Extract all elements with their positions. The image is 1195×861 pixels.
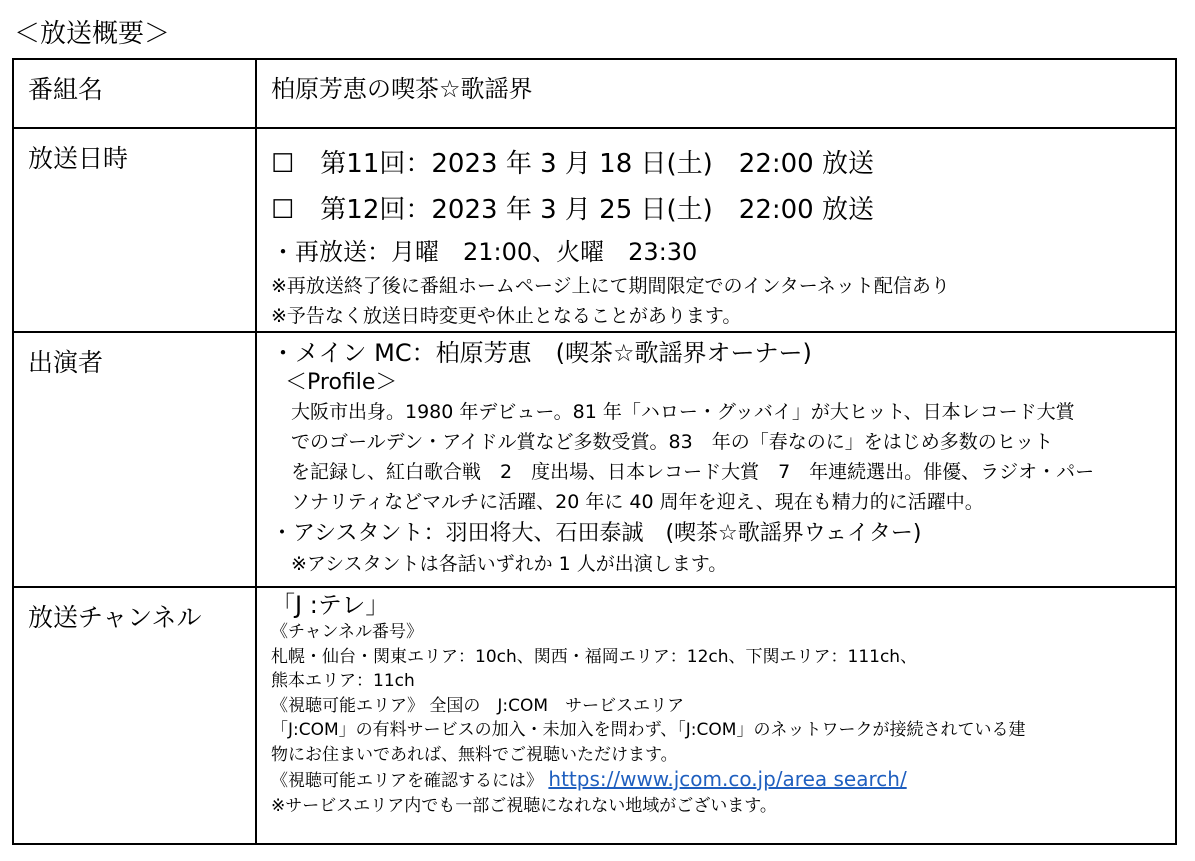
channel-number-heading: 《チャンネル番号》 bbox=[271, 622, 423, 642]
main-mc: ・メイン MC：柏原芳恵 (喫茶☆歌謡界オーナー) bbox=[271, 339, 812, 367]
channel-number-line: 熊本エリア：11ch bbox=[271, 671, 415, 691]
value-cell bbox=[256, 587, 1176, 844]
final-note: ※サービスエリア内でも一部ご視聴になれない地域がございます。 bbox=[271, 795, 777, 816]
row-schedule bbox=[13, 128, 1176, 332]
area-description: 「J:COM」の有料サービスの加入・未加入を問わず、「J:COM」のネットワークが接続されている建 bbox=[271, 720, 1026, 740]
area-check bbox=[271, 767, 1169, 794]
episode-12: ☐ 第12回：2023 年 3 月 25 日(土) 22:00 放送 bbox=[271, 195, 874, 225]
broadcast-info-table bbox=[12, 58, 1177, 845]
profile-line: ソナリティなどマルチに活躍、20 年に 40 周年を迎え、現在も精力的に活躍中。 bbox=[291, 491, 984, 513]
assistants: ・アシスタント：羽田将大、石田泰誠 (喫茶☆歌謡界ウェイター) bbox=[271, 521, 922, 546]
rebroadcast-times: ・再放送：月曜 21:00、火曜 23:30 bbox=[271, 238, 698, 266]
row-label: 番組名 bbox=[28, 75, 104, 104]
value-cell bbox=[256, 59, 1176, 128]
value-cell bbox=[256, 128, 1176, 332]
row-label: 放送日時 bbox=[28, 144, 129, 173]
profile-text bbox=[271, 397, 1169, 517]
profile-line: を記録し、紅白歌合戦 2 度出場、日本レコード大賞 7 年連続選出。俳優、ラジオ・パー bbox=[291, 461, 1095, 483]
profile-line: 大阪市出身。1980 年デビュー。81 年「ハロー・グッバイ」が大ヒット、日本レコード大賞 bbox=[291, 401, 1075, 423]
channel-number-line: 札幌・仙台・関東エリア：10ch、関西・福岡エリア：12ch、下関エリア：111ch、 bbox=[271, 646, 918, 667]
label-cell bbox=[13, 332, 256, 587]
row-cast bbox=[13, 332, 1176, 587]
label-cell bbox=[13, 59, 256, 128]
section-heading: ＜放送概要＞ bbox=[14, 19, 171, 49]
program-title: 柏原芳恵の喫茶☆歌謡界 bbox=[271, 75, 533, 103]
row-label: 出演者 bbox=[28, 348, 104, 377]
episode-11: ☐ 第11回：2023 年 3 月 18 日(土) 22:00 放送 bbox=[271, 149, 874, 179]
streaming-note: ※再放送終了後に番組ホームページ上にて期間限定でのインターネット配信あり bbox=[271, 275, 950, 297]
area-check-label: 《視聴可能エリアを確認するには》 bbox=[271, 771, 543, 791]
value-cell bbox=[256, 332, 1176, 587]
area-search-link[interactable]: https://www.jcom.co.jp/area search/ bbox=[548, 767, 907, 791]
row-channel bbox=[13, 587, 1176, 844]
assistant-note: ※アシスタントは各話いずれか 1 人が出演します。 bbox=[291, 553, 728, 575]
area-description: 物にお住まいであれば、無料でご視聴いただけます。 bbox=[271, 744, 678, 765]
label-cell bbox=[13, 128, 256, 332]
profile-line: でのゴールデン・アイドル賞など多数受賞。83 年の「春なのに」をはじめ多数のヒット bbox=[291, 431, 1054, 453]
area-heading: 《視聴可能エリア》 全国の J:COM サービスエリア bbox=[271, 695, 685, 716]
row-label: 放送チャンネル bbox=[28, 603, 202, 632]
schedule-change-note: ※予告なく放送日時変更や休止となることがあります。 bbox=[271, 305, 742, 327]
label-cell bbox=[13, 587, 256, 844]
channel-name: 「J :テレ」 bbox=[271, 591, 390, 619]
row-program-title bbox=[13, 59, 1176, 128]
profile-heading: ＜Profile＞ bbox=[285, 370, 398, 395]
